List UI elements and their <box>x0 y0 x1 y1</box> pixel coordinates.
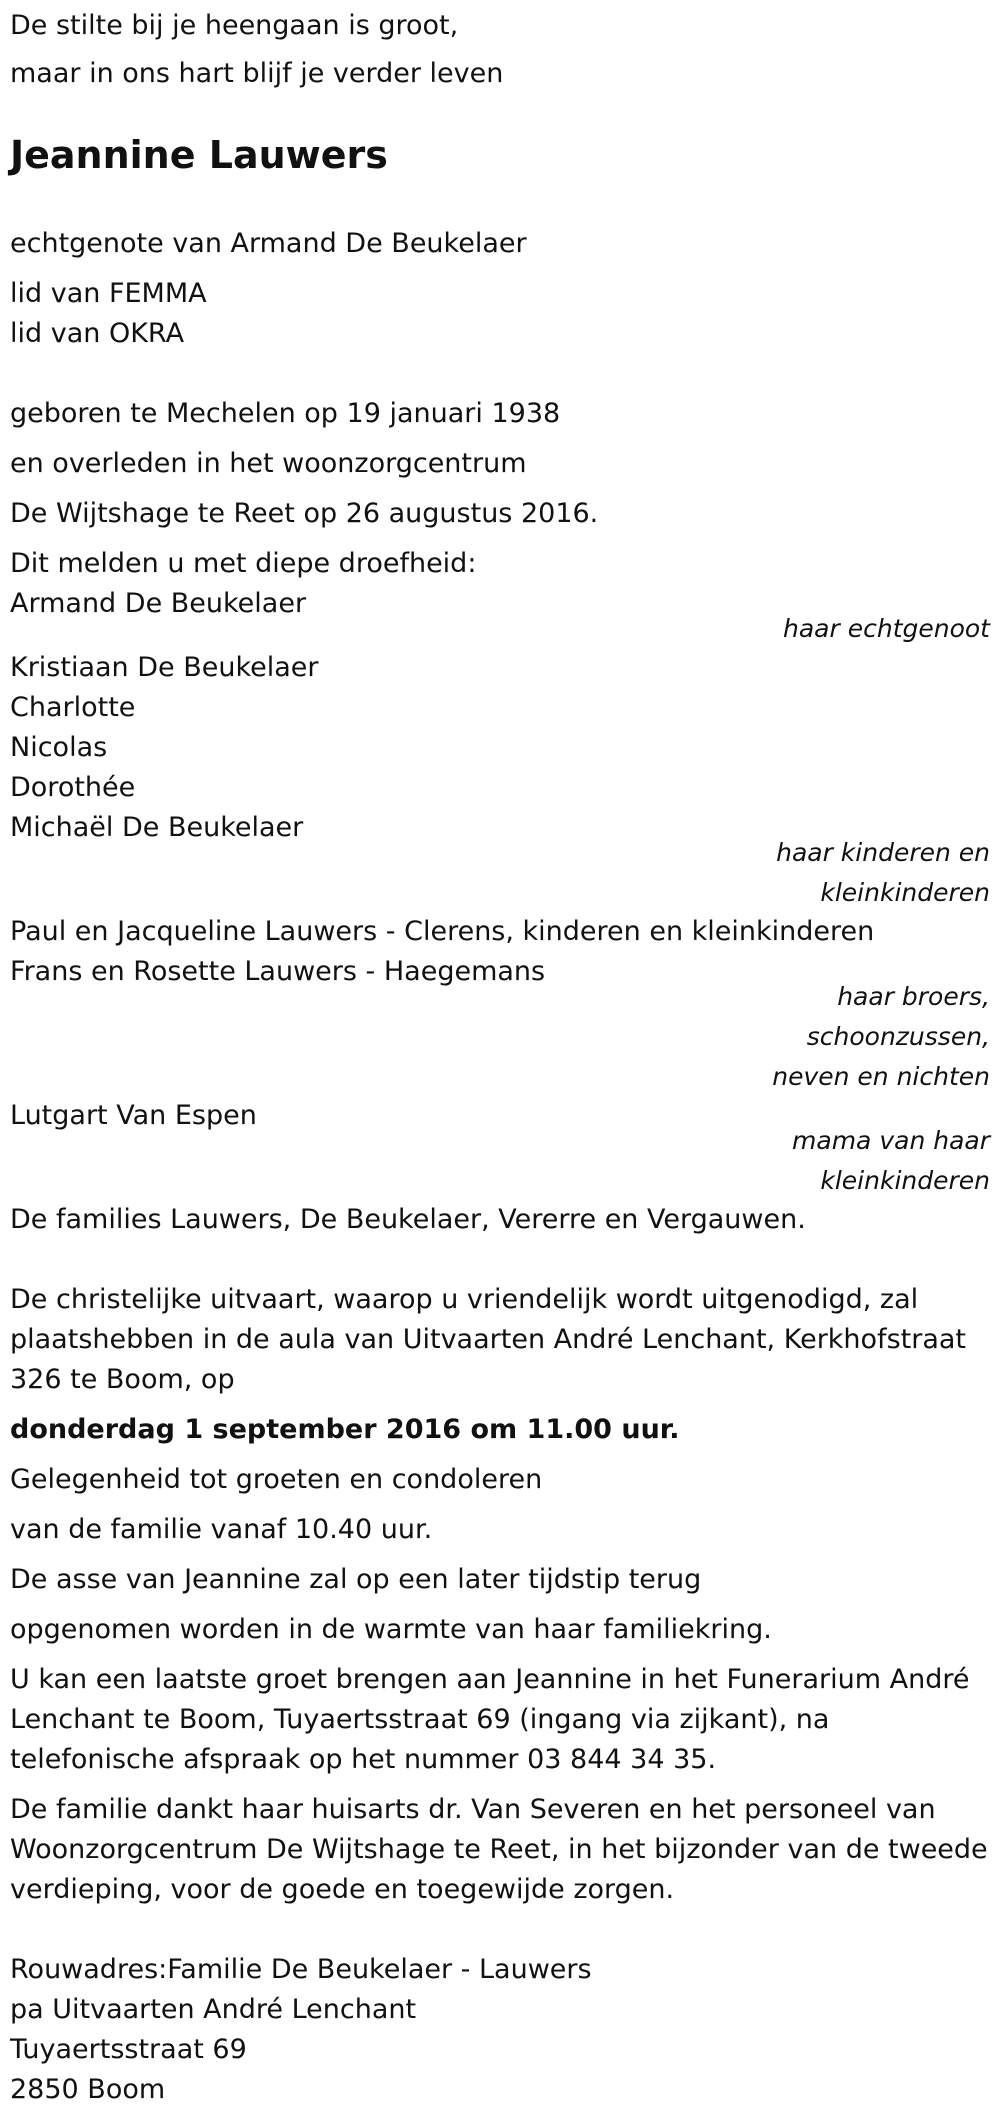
other-role-1: mama van haar <box>792 1126 990 1155</box>
visit-line-2: Lenchant te Boom, Tuyaertsstraat 69 (ingang via zijkant), na <box>10 1704 830 1735</box>
visit-line-1: U kan een laatste groet brengen aan Jeannine in het Funerarium André <box>10 1664 970 1695</box>
visit-line-3: telefonische afspraak op het nummer 03 844 34 35. <box>10 1744 717 1775</box>
announcement: Dit melden u met diepe droefheid: <box>10 548 477 579</box>
ashes-line-1: De asse van Jeannine zal op een later tijdstip terug <box>10 1564 702 1595</box>
funeral-date: donderdag 1 september 2016 om 11.00 uur. <box>10 1414 680 1445</box>
death-line-2: De Wijtshage te Reet op 26 augustus 2016. <box>10 498 599 529</box>
thanks-line-2: Woonzorgcentrum De Wijtshage te Reet, in het bijzonder van de tweede <box>10 1834 988 1865</box>
other-role-2: kleinkinderen <box>820 1166 990 1195</box>
address-line-4: 2850 Boom <box>10 2074 166 2105</box>
membership-femma: lid van FEMMA <box>10 278 207 309</box>
mourner-child: Dorothée <box>10 772 136 803</box>
mourner-child: Michaël De Beukelaer <box>10 812 304 843</box>
mourner-other: Lutgart Van Espen <box>10 1100 257 1131</box>
death-line-1: en overleden in het woonzorgcentrum <box>10 448 527 479</box>
funeral-line-2: plaatshebben in de aula van Uitvaarten André Lenchant, Kerkhofstraat <box>10 1324 966 1355</box>
funeral-line-3: 326 te Boom, op <box>10 1364 235 1395</box>
mourner-husband: Armand De Beukelaer <box>10 588 307 619</box>
families-line: De families Lauwers, De Beukelaer, Vererre en Vergauwen. <box>10 1204 806 1235</box>
mourner-child: Nicolas <box>10 732 108 763</box>
thanks-line-1: De familie dankt haar huisarts dr. Van Severen en het personeel van <box>10 1794 936 1825</box>
funeral-line-1: De christelijke uitvaart, waarop u vriendelijk wordt uitgenodigd, zal <box>10 1284 919 1315</box>
mourner-sibling: Frans en Rosette Lauwers - Haegemans <box>10 956 546 987</box>
ashes-line-2: opgenomen worden in de warmte van haar familiekring. <box>10 1614 772 1645</box>
deceased-name: Jeannine Lauwers <box>10 133 388 177</box>
intro-line-2: maar in ons hart blijf je verder leven <box>10 58 504 89</box>
intro-line-1: De stilte bij je heengaan is groot, <box>10 10 459 41</box>
siblings-role-2: schoonzussen, <box>806 1022 990 1051</box>
address-line-3: Tuyaertsstraat 69 <box>10 2034 247 2065</box>
address-line-2: pa Uitvaarten André Lenchant <box>10 1994 417 2025</box>
siblings-role-1: haar broers, <box>837 982 990 1011</box>
mourner-child: Kristiaan De Beukelaer <box>10 652 319 683</box>
children-role-2: kleinkinderen <box>820 878 990 907</box>
children-role-1: haar kinderen en <box>776 838 990 867</box>
siblings-role-3: neven en nichten <box>772 1062 990 1091</box>
spouse-line: echtgenote van Armand De Beukelaer <box>10 228 527 259</box>
mourner-child: Charlotte <box>10 692 136 723</box>
birth-line: geboren te Mechelen op 19 januari 1938 <box>10 398 561 429</box>
mourner-sibling: Paul en Jacqueline Lauwers - Clerens, kinderen en kleinkinderen <box>10 916 875 947</box>
husband-role: haar echtgenoot <box>783 614 990 643</box>
address-line-1: Rouwadres:Familie De Beukelaer - Lauwers <box>10 1954 592 1985</box>
condolence-line-1: Gelegenheid tot groeten en condoleren <box>10 1464 543 1495</box>
membership-okra: lid van OKRA <box>10 318 185 349</box>
condolence-line-2: van de familie vanaf 10.40 uur. <box>10 1514 433 1545</box>
thanks-line-3: verdieping, voor de goede en toegewijde zorgen. <box>10 1874 675 1905</box>
